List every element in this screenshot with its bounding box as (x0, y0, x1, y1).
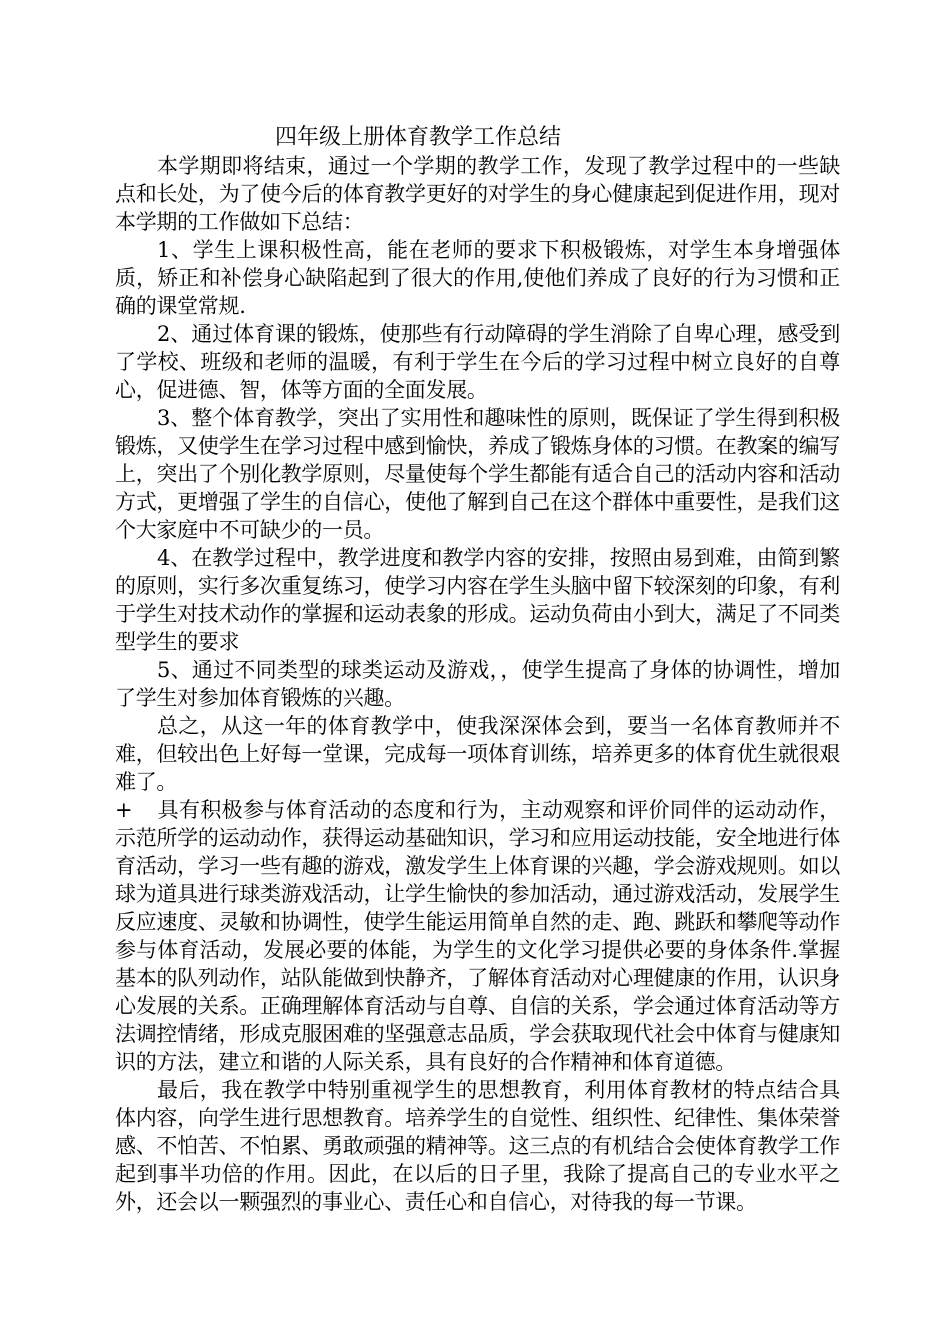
intro-paragraph: 本学期即将结束，通过一个学期的教学工作，发现了教学过程中的一些缺点和长处，为了使今后的体育教学更好的对学生的身心健康起到促进作用，现对本学期的工作做如下总结： (115, 154, 840, 234)
summary-paragraph: 总之，从这一年的体育教学中，使我深深体会到，要当一名体育教师并不难，但较出色上好每一堂课，完成每一项体育训练，培养更多的体育优生就很艰难了。 (115, 714, 840, 794)
closing-paragraph: 最后，我在教学中特别重视学生的思想教育，利用体育教材的特点结合具体内容，向学生进行思想教育。培养学生的自觉性、组织性、纪律性、集体荣誉感、不怕苦、不怕累、勇敢顽强的精神等。这三点的有机结合会使体育教学工作起到事半功倍的作用。因此，在以后的日子里，我除了提高自己的专业水平之外，还会以一颗强烈的事业心、责任心和自信心，对待我的每一节课。 (115, 1078, 840, 1214)
document-page (115, 124, 840, 1216)
document-title: 四年级上册体育教学工作总结 (275, 125, 562, 150)
bullet-text: 具有积极参与体育活动的态度和行为，主动观察和评价同伴的运动动作，示范所学的运动动作，获得运动基础知识，学习和应用运动技能，安全地进行体育活动，学习一些有趣的游戏，激发学生上体育课的兴趣，学会游戏规则。如以球为道具进行球类游戏活动，让学生愉快的参加活动，通过游戏活动，发展学生反应速度、灵敏和协调性，使学生能运用简单自然的走、跑、跳跃和攀爬等动作参与体育活动，发展必要的体能，为学生的文化学习提供必要的身体条件.掌握基本的队列动作，站队能做到快静齐，了解体育活动对心理健康的作用，认识身心发展的关系。正确理解体育活动与自尊、自信的关系，学会通过体育活动等方法调控情绪，形成克服困难的坚强意志品质，学会获取现代社会中体育与健康知识的方法，建立和谐的人际关系，具有良好的合作精神和体育道德。 (115, 798, 840, 1074)
point-3-paragraph: 3、整个体育教学，突出了实用性和趣味性的原则，既保证了学生得到积极锻炼，又使学生在学习过程中感到愉快，养成了锻炼身体的习惯。在教案的编写上，突出了个别化教学原则，尽量使每个学生都能有适合自己的活动内容和活动方式，更增强了学生的自信心，使他了解到自己在这个群体中重要性，是我们这个大家庭中不可缺少的一员。 (115, 406, 840, 542)
point-4-paragraph: 4、在教学过程中，教学进度和教学内容的安排，按照由易到难，由简到繁的原则，实行多次重复练习，使学习内容在学生头脑中留下较深刻的印象，有利于学生对技术动作的掌握和运动表象的形成。运动负荷由小到大，满足了不同类型学生的要求 (115, 546, 840, 654)
point-5-paragraph: 5、通过不同类型的球类运动及游戏，，使学生提高了身体的协调性，增加了学生对参加体育锻炼的兴趣。 (115, 658, 840, 710)
bullet-paragraph (115, 796, 840, 1076)
point-2-paragraph: 2、通过体育课的锻炼，使那些有行动障碍的学生消除了自卑心理，感受到了学校、班级和老师的温暖，有利于学生在今后的学习过程中树立良好的自尊心，促进德、智，体等方面的全面发展。 (115, 322, 840, 402)
point-1-paragraph: 1、学生上课积极性高，能在老师的要求下积极锻炼，对学生本身增强体质，矫正和补偿身心缺陷起到了很大的作用,使他们养成了良好的行为习惯和正确的课堂常规. (115, 238, 840, 318)
bullet-marker: + (115, 798, 133, 822)
